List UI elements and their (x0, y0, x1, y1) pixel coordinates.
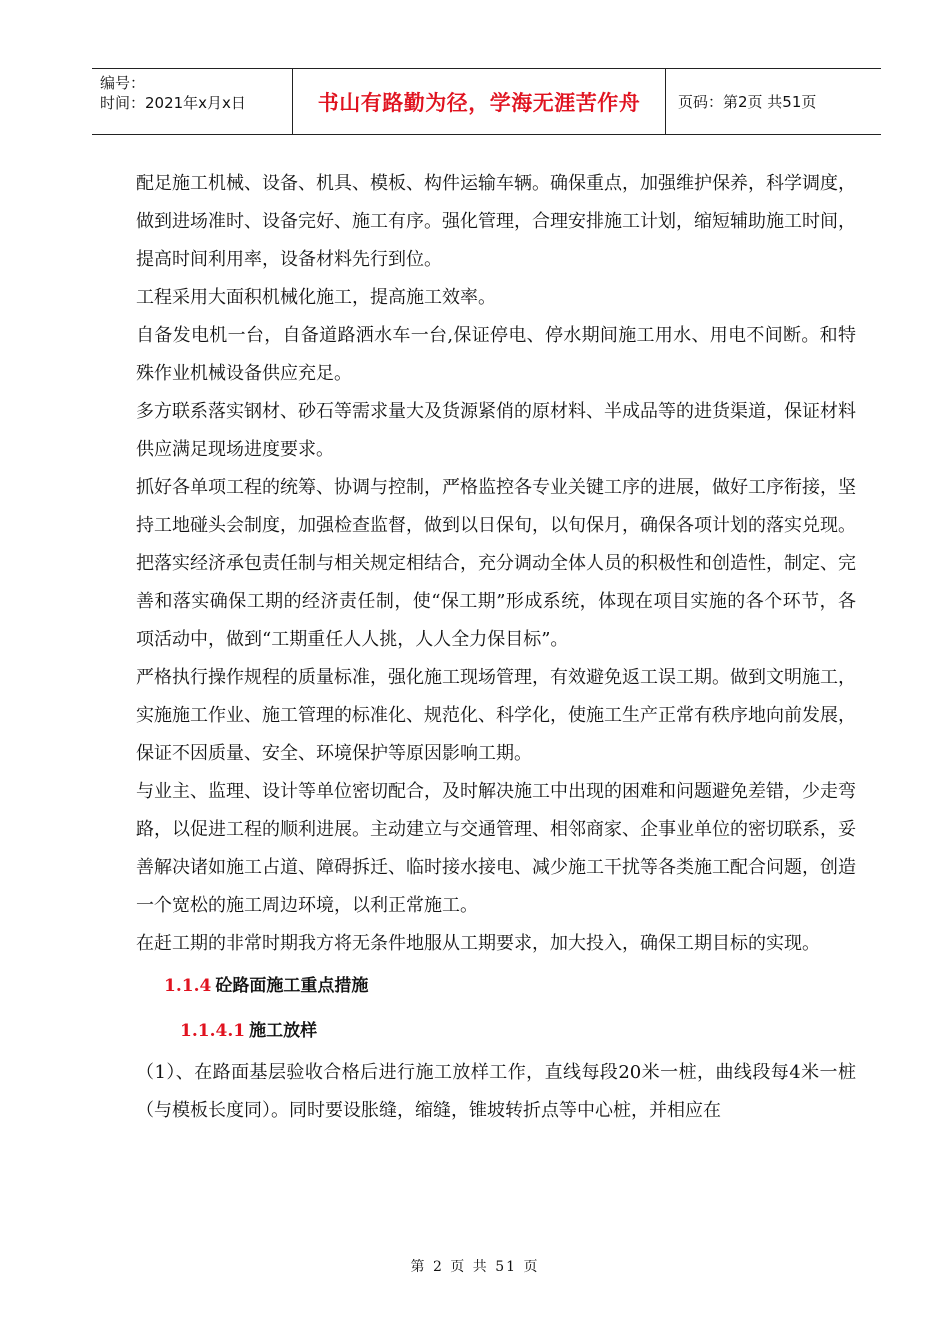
page-footer: 第 2 页 共 51 页 (410, 1259, 540, 1275)
body-paragraph: 在赶工期的非常时期我方将无条件地服从工期要求，加大投入，确保工期目标的实现。 (136, 933, 820, 954)
section-number: 1.1.4 (164, 976, 212, 996)
body-paragraph: 严格执行操作规程的质量标准，强化施工现场管理，有效避免返工误工期。做到文明施工，实施施工作业、施工管理的标准化、规范化、科学化，使施工生产正常有秩序地向前发展，保证不因质量、安全、环境保护等原因影响工期。 (136, 667, 856, 764)
page-header (92, 68, 881, 135)
body-paragraph: 抓好各单项工程的统筹、协调与控制，严格监控各专业关键工序的进展，做好工序衔接，坚持工地碰头会制度，加强检查监督，做到以日保旬，以旬保月，确保各项计划的落实兑现。 (136, 477, 856, 536)
body-paragraph: 配足施工机械、设备、机具、模板、构件运输车辆。确保重点，加强维护保养，科学调度，做到进场准时、设备完好、施工有序。强化管理，合理安排施工计划，缩短辅助施工时间，提高时间利用率，设备材料先行到位。 (136, 173, 856, 270)
body-paragraph: （1）、在路面基层验收合格后进行施工放样工作，直线每段20米一桩，曲线段每4米一桩（与模板长度同）。同时要设胀缝，缩缝，锥坡转折点等中心桩，并相应在 (136, 1062, 856, 1121)
header-motto: 书山有路勤为径，学海无涯苦作舟 (293, 69, 666, 134)
body-paragraph: 多方联系落实钢材、砂石等需求量大及货源紧俏的原材料、半成品等的进货渠道，保证材料供应满足现场进度要求。 (136, 401, 856, 460)
body-paragraph: 把落实经济承包责任制与相关规定相结合，充分调动全体人员的积极性和创造性，制定、完善和落实确保工期的经济责任制，使“保工期”形成系统，体现在项目实施的各个环节，各项活动中，做到“工期重任人人挑，人人全力保目标”。 (136, 553, 856, 650)
document-time: 时间：2021年x月x日 (100, 94, 246, 112)
body-paragraph: 自备发电机一台，自备道路洒水车一台,保证停电、停水期间施工用水、用电不间断。和特殊作业机械设备供应充足。 (136, 325, 856, 384)
document-body (136, 165, 856, 1130)
body-paragraph: 与业主、监理、设计等单位密切配合，及时解决施工中出现的困难和问题避免差错，少走弯路，以促进工程的顺利进展。主动建立与交通管理、相邻商家、企事业单位的密切联系，妥善解决诸如施工占道、障碍拆迁、临时接水接电、减少施工干扰等各类施工配合问题，创造一个宽松的施工周边环境，以利正常施工。 (136, 781, 856, 916)
header-page-info: 页码：第2页 共51页 (678, 93, 817, 111)
body-paragraph: 工程采用大面积机械化施工，提高施工效率。 (136, 287, 496, 308)
header-meta (92, 69, 293, 134)
document-number-label: 编号： (100, 74, 146, 92)
section-title: 砼路面施工重点措施 (215, 976, 369, 996)
section-heading-1-1-4-1 (136, 1012, 856, 1050)
section-heading-1-1-4 (136, 967, 856, 1005)
section-number: 1.1.4.1 (180, 1021, 246, 1041)
section-title: 施工放样 (249, 1021, 318, 1041)
